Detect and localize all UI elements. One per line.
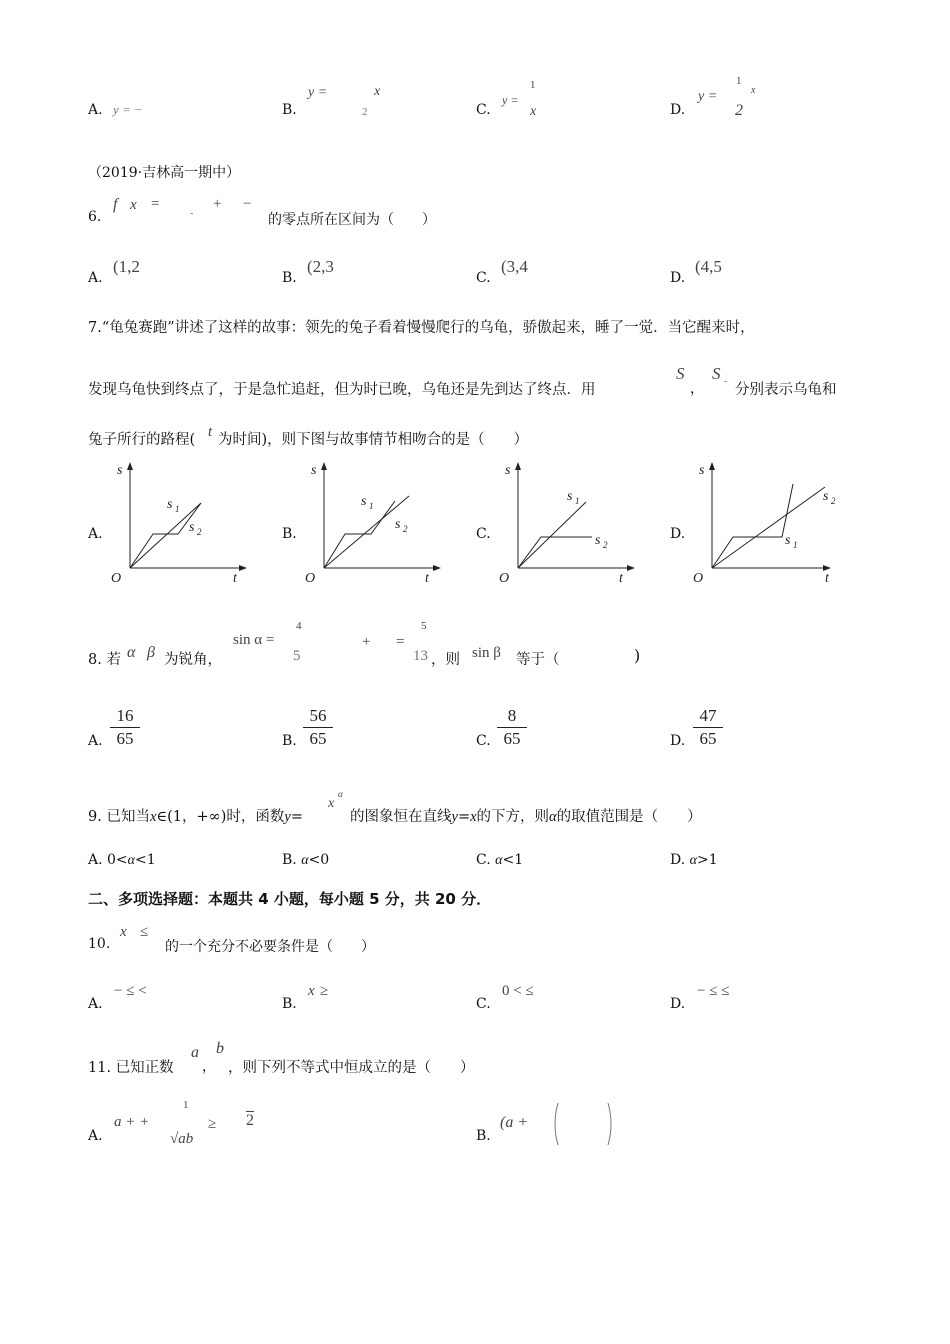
math-expr: x — [120, 924, 127, 940]
y-axis-arrow — [515, 462, 521, 470]
q7-line3a: 兔子所行的路程( — [88, 432, 196, 448]
q10-option-a-label: A. — [88, 996, 103, 1012]
math-expr: a — [191, 1044, 199, 1061]
punct: ， — [690, 381, 704, 397]
q8-option-a-frac — [110, 706, 140, 749]
q10-text: 的一个充分不必要条件是（ ） — [165, 939, 375, 955]
math-expr: 13 — [413, 648, 428, 664]
math-expr: (4,5 — [695, 257, 722, 276]
q8-option-b-label: B. — [282, 733, 297, 749]
math-expr: α — [127, 644, 136, 661]
s1-label: s — [167, 497, 173, 512]
q8-option-d-label: D. — [670, 733, 686, 749]
q9-text: 的取值范围是（ ） — [556, 809, 702, 825]
option-label: A. — [88, 102, 103, 118]
s1-label: s — [785, 533, 791, 548]
y-axis-label: s — [117, 463, 123, 478]
math-expr: (1,2 — [113, 257, 140, 276]
denominator: 65 — [116, 729, 134, 748]
x-axis-arrow — [627, 565, 635, 571]
s1-sub: 1 — [369, 501, 374, 511]
option-label: C. — [476, 102, 491, 118]
origin-label: O — [111, 571, 122, 586]
denominator: 65 — [503, 729, 521, 748]
math-expr: 5 — [293, 648, 301, 664]
s1-sub: 1 — [793, 540, 798, 550]
math-expr: y — [284, 809, 291, 825]
math-expr: α — [495, 853, 503, 868]
s2-label: s — [595, 533, 601, 548]
x-axis-label: t — [425, 571, 429, 586]
s2-sub: 2 — [197, 527, 202, 537]
math-expr: y = — [502, 93, 519, 107]
q11-text2: ，则下列不等式中恒成立的是（ ） — [228, 1060, 475, 1076]
q10-num: 10. — [88, 936, 111, 952]
q7-graph-a — [105, 458, 255, 588]
math-expr: β — [147, 644, 155, 661]
y-axis-arrow — [127, 462, 133, 470]
q6-option-b — [282, 270, 297, 286]
q9-text: 的图象恒在直线 — [350, 809, 452, 825]
math-expr: S — [712, 364, 721, 383]
s2-sub: 2 — [403, 524, 408, 534]
math-expr: 1 — [530, 79, 536, 91]
math-expr: 0 < ≤ — [502, 983, 534, 999]
math-expr: ≥ — [208, 1116, 217, 1132]
curve-s1-rabbit — [712, 484, 793, 568]
s2-sub: 2 — [603, 540, 608, 550]
math-expr: 4 — [296, 620, 302, 632]
source-note: （2019·吉林高一期中） — [88, 165, 241, 181]
math-expr: y — [451, 809, 458, 825]
option-label: B. — [282, 270, 297, 286]
math-expr: (3,4 — [501, 257, 528, 276]
option-label: A. — [88, 852, 103, 868]
s2-label: s — [823, 489, 829, 504]
option-text: <1 — [502, 852, 524, 868]
y-axis-label: s — [505, 463, 511, 478]
origin-label: O — [305, 571, 316, 586]
option-label: B. — [282, 852, 297, 868]
math-expr: α — [301, 853, 309, 868]
s2-label: s — [189, 520, 195, 535]
math-expr: x — [130, 197, 137, 213]
math-expr: x — [149, 809, 157, 825]
right-paren — [608, 1103, 611, 1145]
math-expr: S — [676, 364, 685, 383]
q9-option-a — [88, 852, 156, 869]
q9-text: 9. 已知当 — [88, 809, 150, 825]
math-expr: a + + — [114, 1114, 150, 1130]
option-label: A. — [88, 270, 103, 286]
x-axis-label: t — [619, 571, 623, 586]
q8-close: ) — [634, 646, 641, 665]
math-expr: y = — [308, 85, 328, 100]
q10-option-b-label: B. — [282, 996, 297, 1012]
math-expr: (a + — [500, 1114, 529, 1131]
y-axis-label: s — [699, 463, 705, 478]
q8-text1: 为锐角， — [164, 652, 222, 668]
q8-option-d-frac — [693, 706, 723, 749]
numerator: 47 — [693, 706, 723, 728]
numerator: 56 — [303, 706, 333, 728]
math-expr: α — [689, 853, 697, 868]
option-text: 0< — [107, 852, 128, 868]
q9-text: = — [290, 809, 303, 825]
math-expr: x — [308, 983, 315, 999]
q7-line1: 7.“龟兔赛跑”讲述了这样的故事：领先的兔子看着慢慢爬行的乌龟，骄傲起来，睡了一觉．当它醒来时， — [88, 320, 755, 336]
q6-option-d — [670, 270, 685, 286]
option-text: <0 — [308, 852, 330, 868]
math-expr: − ≤ ≤ — [697, 983, 730, 999]
question-number: 6. — [88, 209, 102, 225]
curve-s2-rabbit — [518, 537, 592, 568]
q5-option-a — [88, 102, 143, 118]
q8-option-c-label: C. — [476, 733, 491, 749]
option-label: B. — [282, 102, 297, 118]
x-axis-arrow — [433, 565, 441, 571]
curve-s2-tortoise — [324, 496, 409, 568]
q9-option-c — [476, 852, 523, 869]
denominator: 65 — [699, 729, 717, 748]
numerator: 8 — [497, 706, 527, 728]
q7-graph-d — [687, 458, 847, 588]
curve-s2-tortoise — [712, 487, 825, 568]
math-expr: ≤ — [140, 924, 149, 940]
q5-option-b — [282, 102, 297, 118]
q7-line2a: 发现乌龟快到终点了，于是急忙追赶，但为时已晚，乌龟还是先到达了终点．用 — [88, 382, 596, 398]
option-label: D. — [670, 102, 686, 118]
math-expr: 2 — [362, 106, 368, 118]
curve-s1-rabbit — [324, 501, 395, 568]
math-expr: 1 — [183, 1099, 189, 1111]
option-label: D. — [670, 852, 686, 868]
x-axis-label: t — [233, 571, 237, 586]
q9-stem — [88, 805, 303, 826]
q7-graph-b — [299, 458, 449, 588]
option-label: D. — [670, 270, 686, 286]
math-expr: 1 — [736, 75, 742, 87]
q11-option-a-label: A. — [88, 1128, 103, 1144]
q8-text2: ，则 — [431, 652, 460, 668]
math-expr: 5 — [421, 620, 427, 632]
origin-label: O — [499, 571, 510, 586]
option-text: <1 — [135, 852, 156, 868]
q5-option-c — [476, 102, 491, 118]
q9-text: ∈(1，+∞)时，函数 — [156, 809, 285, 825]
q9-stem-tail — [350, 805, 702, 826]
q8-option-b-frac — [303, 706, 333, 749]
option-label: C. — [476, 852, 491, 868]
q6-option-c — [476, 270, 491, 286]
parenthesis-group — [548, 1100, 618, 1148]
numerator: 16 — [110, 706, 140, 728]
math-expr: √ab — [170, 1131, 194, 1147]
x-axis-arrow — [239, 565, 247, 571]
s1-label: s — [361, 494, 367, 509]
q7-graph-c — [493, 458, 643, 588]
math-expr: α — [549, 809, 557, 825]
origin-label: O — [693, 571, 704, 586]
q8-option-c-frac — [497, 706, 527, 749]
math-expr: b — [216, 1040, 224, 1057]
q8-num: 8. 若 — [88, 652, 121, 668]
q8-text3: 等于（ — [516, 652, 560, 668]
option-text: >1 — [697, 852, 718, 868]
math-expr: = — [151, 196, 160, 212]
q7-option-c-label: C. — [476, 526, 491, 542]
section-heading: 二、多项选择题：本题共 4 小题，每小题 5 分，共 20 分． — [88, 890, 492, 908]
q5-option-d — [670, 102, 685, 118]
q10-option-d-label: D. — [670, 996, 686, 1012]
math-expr: x — [328, 796, 335, 811]
q9-text: = — [457, 809, 471, 825]
s1-label: s — [567, 489, 573, 504]
math-expr: ≥ — [320, 983, 329, 999]
q9-option-d — [670, 852, 718, 869]
q6-option-a — [88, 270, 103, 286]
math-expr: - — [190, 208, 194, 219]
math-expr: − ≤ < — [114, 983, 147, 999]
y-axis-arrow — [709, 462, 715, 470]
q10-option-c-label: C. — [476, 996, 491, 1012]
left-paren — [555, 1103, 558, 1145]
q7-line2b: 分别表示乌龟和 — [735, 382, 837, 398]
math-expr: + — [213, 196, 222, 212]
s1-sub: 1 — [575, 496, 580, 506]
q9-option-b — [282, 852, 329, 869]
s2-label: s — [395, 517, 401, 532]
math-expr: sin β — [472, 645, 501, 661]
math-expr: = — [396, 634, 405, 650]
q7-line3b: 为时间)，则下图与故事情节相吻合的是（ ） — [218, 432, 529, 448]
math-expr: x — [530, 104, 537, 119]
math-expr: t — [208, 424, 213, 440]
q6-stem — [88, 209, 101, 225]
math-expr: x — [470, 809, 477, 825]
math-expr: sin α = — [233, 632, 275, 648]
q8-option-a-label: A. — [88, 733, 103, 749]
math-expr: − — [243, 196, 252, 212]
math-expr: α — [338, 789, 343, 799]
math-expr: x — [374, 84, 381, 99]
option-label: C. — [476, 270, 491, 286]
math-expr: y = − — [113, 102, 143, 117]
y-axis-arrow — [321, 462, 327, 470]
y-axis-label: s — [311, 463, 317, 478]
q11-text1: 11. 已知正数 — [88, 1060, 174, 1076]
math-expr: (2,3 — [307, 257, 334, 276]
curve-s2-tortoise — [130, 503, 201, 568]
q6-text: 的零点所在区间为（ ） — [268, 212, 436, 228]
math-expr: - — [724, 376, 728, 387]
punct: ， — [202, 1059, 216, 1075]
x-axis-label: t — [825, 571, 829, 586]
s2-sub: 2 — [831, 496, 836, 506]
math-expr: f — [113, 196, 118, 213]
q7-option-d-label: D. — [670, 526, 686, 542]
s1-sub: 1 — [175, 504, 180, 514]
math-expr: 2 — [246, 1112, 254, 1129]
math-expr: + — [362, 634, 371, 650]
math-expr: α — [127, 853, 136, 868]
math-expr: x — [751, 85, 756, 96]
q7-option-a-label: A. — [88, 526, 103, 542]
math-expr: 2 — [735, 102, 743, 119]
q7-option-b-label: B. — [282, 526, 297, 542]
math-expr: y = — [698, 89, 718, 104]
q9-text: 的下方，则 — [476, 809, 550, 825]
denominator: 65 — [309, 729, 327, 748]
q11-option-b-label: B. — [476, 1128, 491, 1144]
curve-s1-tortoise — [518, 502, 586, 568]
